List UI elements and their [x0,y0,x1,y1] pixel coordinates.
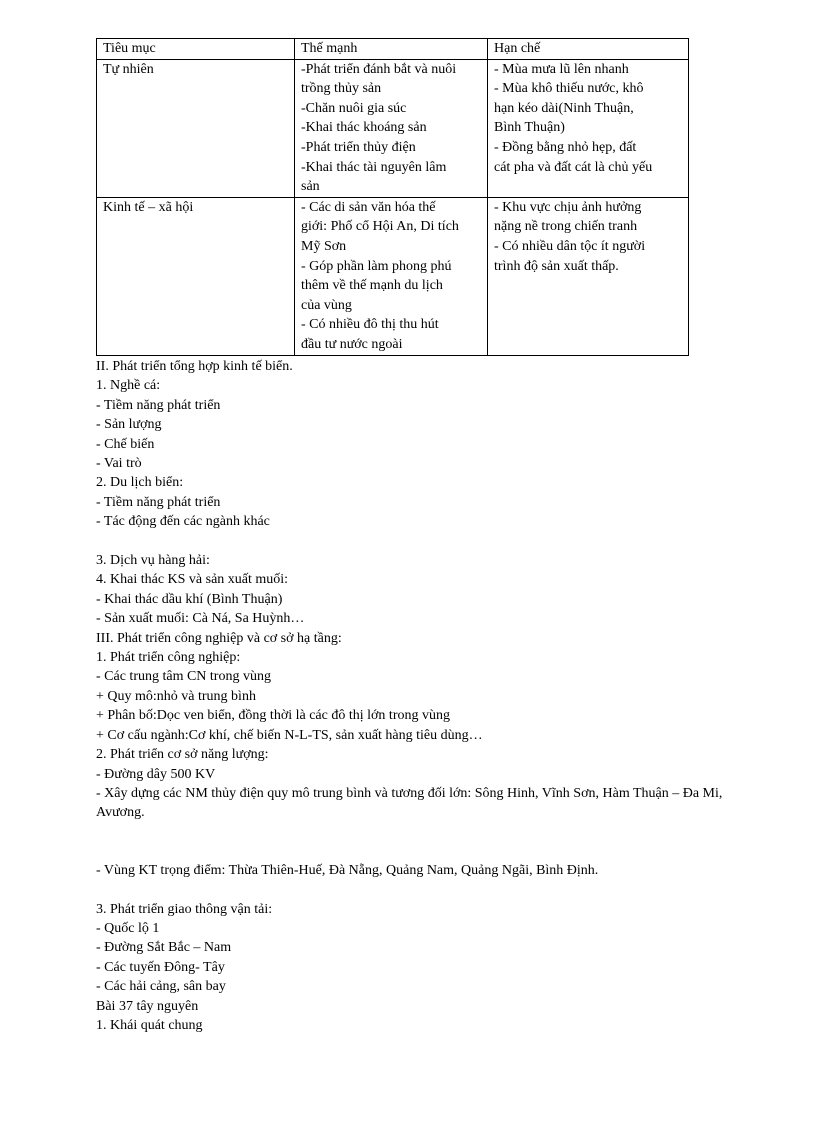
subsection-heading: 1. Khái quát chung [96,1017,203,1033]
cell-line: - Có nhiều dân tộc ít người [494,238,646,254]
summary-table [96,38,689,356]
list-item: - Các hải cảng, sân bay [96,979,226,995]
list-item: + Cơ cấu ngành:Cơ khí, chế biến N-L-TS, sản xuất hàng tiêu dùng… [96,727,483,743]
lesson-heading: Bài 37 tây nguyên [96,998,199,1014]
cell-line: -Phát triển thủy điện [301,139,416,155]
cell-line: -Khai thác tài nguyên lâm [301,159,447,175]
subsection-heading: 2. Du lịch biển: [96,475,184,491]
table-row [97,197,689,355]
cell-line: - Mùa mưa lũ lên nhanh [494,61,629,77]
limitations-cell [488,59,689,197]
list-item: + Quy mô:nhỏ và trung bình [96,688,256,704]
list-item: - Các trung tâm CN trong vùng [96,669,271,685]
row-label: Kinh tế – xã hội [97,197,295,355]
list-item: - Sản xuất muối: Cà Ná, Sa Huỳnh… [96,611,305,627]
subsection-heading: 2. Phát triển cơ sở năng lượng: [96,747,269,763]
list-item: - Chế biến [96,436,155,452]
cell-line: cát pha và đất cát là chủ yếu [494,159,653,175]
list-item: - Đường dây 500 KV [96,766,216,782]
cell-line: -Phát triển đánh bắt và nuôi [301,61,457,77]
subsection-heading: 1. Phát triển công nghiệp: [96,650,241,666]
section-heading: II. Phát triển tổng hợp kinh tế biển. [96,359,293,374]
list-item: - Sản lượng [96,417,162,433]
cell-line: nặng nề trong chiến tranh [494,219,638,235]
cell-line: -Khai thác khoáng sản [301,120,427,136]
cell-line: Mỹ Sơn [301,238,347,254]
cell-line: hạn kéo dài(Ninh Thuận, [494,100,634,116]
cell-line: - Có nhiều đô thị thu hút [301,317,439,333]
subsection-heading: 3. Phát triển giao thông vận tải: [96,901,273,917]
subsection-heading: 3. Dịch vụ hàng hải: [96,553,210,569]
cell-line: sản [301,179,320,195]
cell-line: trồng thủy sản [301,81,382,97]
blank-line [96,532,736,551]
list-item: - Đường Sắt Bắc – Nam [96,940,232,956]
cell-line: - Mùa khô thiếu nước, khô [494,81,644,97]
cell-line: - Góp phần làm phong phú [301,258,452,274]
blank-line [96,823,736,861]
key-zone-line: - Vùng KT trọng điểm: Thừa Thiên-Huế, Đà Nẵng, Quảng Nam, Quảng Ngãi, Bình Định. [96,862,599,878]
cell-line: đầu tư nước ngoài [301,336,403,352]
list-item: - Tiềm năng phát triển [96,397,221,413]
limitations-cell [488,197,689,355]
document-body [96,357,736,1035]
strengths-cell [295,197,488,355]
list-item: - Quốc lộ 1 [96,920,160,936]
cell-line: giới: Phố cổ Hội An, Di tích [301,219,459,235]
list-item: - Khai thác dầu khí (Bình Thuận) [96,591,283,607]
cell-line: thêm về thế mạnh du lịch [301,278,443,294]
cell-line: của vùng [301,297,352,313]
list-item: + Phân bố:Dọc ven biển, đồng thời là các đô thị lớn trong vùng [96,708,450,724]
list-item: - Các tuyến Đông- Tây [96,959,225,975]
blank-line [96,880,736,899]
list-item: - Vai trò [96,456,142,472]
cell-line: -Chăn nuôi gia súc [301,100,407,116]
header-cell-topic: Tiêu mục [97,39,295,60]
header-cell-limitations: Hạn chế [488,39,689,60]
list-item: - Tiềm năng phát triển [96,494,221,510]
cell-line: - Đồng bằng nhỏ hẹp, đất [494,139,637,155]
cell-line: - Khu vực chịu ảnh hưởng [494,199,642,215]
header-cell-strengths: Thế mạnh [295,39,488,60]
subsection-heading: 4. Khai thác KS và sản xuất muối: [96,572,289,588]
cell-line: trình độ sản xuất thấp. [494,258,619,274]
list-item: - Tác động đến các ngành khác [96,514,270,530]
cell-line: - Các di sản văn hóa thế [301,199,436,215]
row-label: Tự nhiên [97,59,295,197]
table-row [97,59,689,197]
strengths-cell [295,59,488,197]
cell-line: Bình Thuận) [494,120,565,136]
list-item: - Xây dựng các NM thủy điện quy mô trung bình và tương đối lớn: Sông Hinh, Vĩnh Sơn, Hàm Thuận – Đa Mi, Avương. [96,785,723,821]
subsection-heading: 1. Nghề cá: [96,378,161,394]
section-heading: III. Phát triển công nghiệp và cơ sở hạ tầng: [96,630,342,646]
table-header-row [97,39,689,60]
